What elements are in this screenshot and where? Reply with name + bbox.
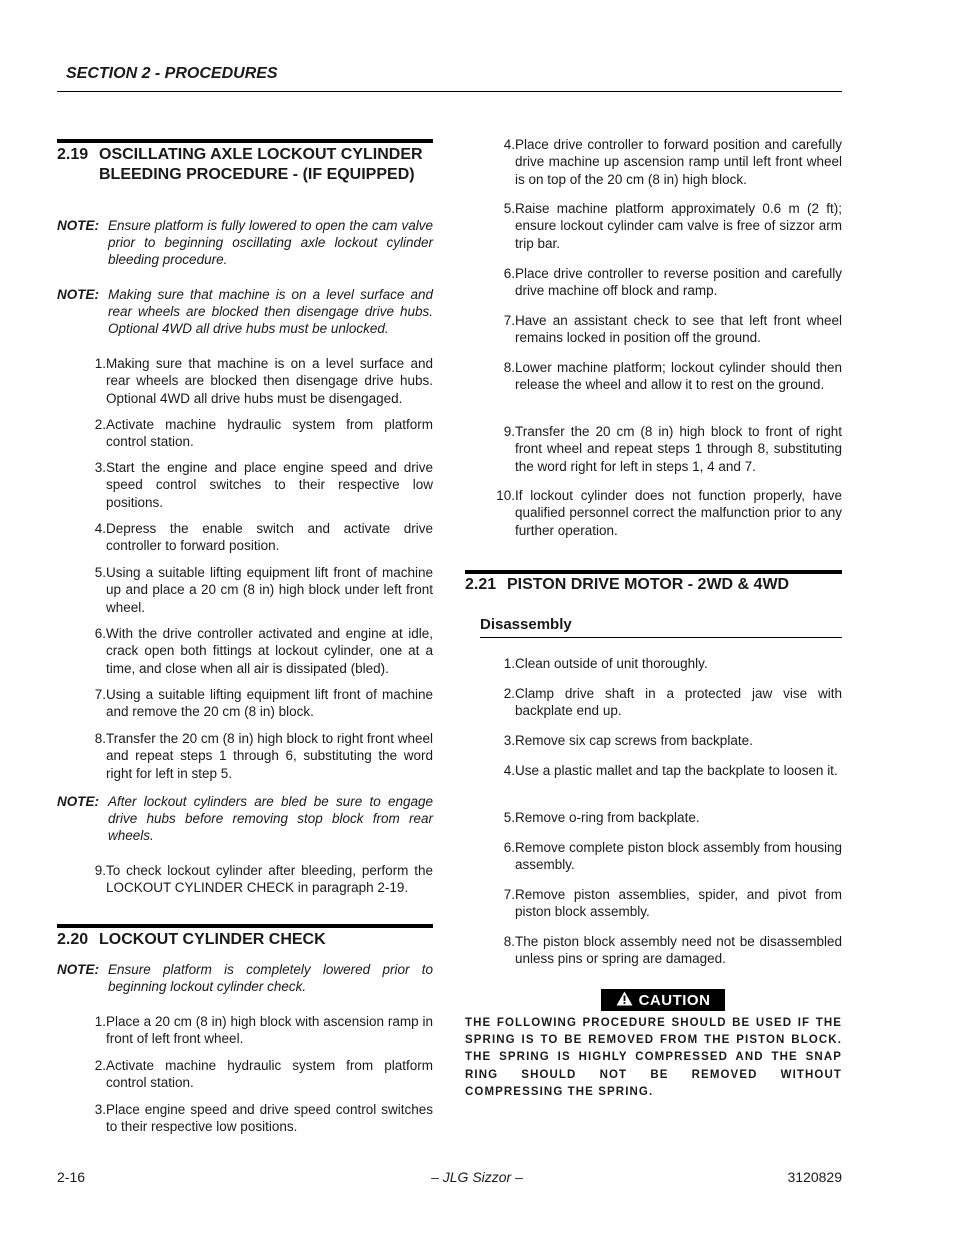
note-2 xyxy=(57,286,433,337)
note-text: Making sure that machine is on a level surface and rear wheels are blocked then disengage drive hubs. Optional 4WD all drive hubs must be unlocked. xyxy=(108,287,433,336)
step-text: If lockout cylinder does not function properly, have qualified personnel correct the malfunction prior to any further operation. xyxy=(515,488,842,538)
step-number: 7. xyxy=(503,313,515,328)
list-item xyxy=(465,200,842,252)
step-number: 2. xyxy=(94,417,106,432)
step-text: Remove piston assemblies, spider, and pivot from piston block assembly. xyxy=(515,887,842,920)
caution-label: CAUTION xyxy=(638,991,711,1009)
header-divider xyxy=(57,91,842,92)
note-label: NOTE: xyxy=(57,962,99,977)
step-text: To check lockout cylinder after bleeding, perform the LOCKOUT CYLINDER CHECK in paragraph 2-19. xyxy=(106,863,433,896)
step-number: 7. xyxy=(503,887,515,902)
section-2-19-heading xyxy=(57,145,433,185)
step-number: 9. xyxy=(94,863,106,878)
step-text: The piston block assembly need not be disassembled unless pins or spring are damaged. xyxy=(515,934,842,967)
caution-text: THE FOLLOWING PROCEDURE SHOULD BE USED IF THE SPRING IS TO BE REMOVED FROM THE PISTON BLOCK. THE SPRING IS HIGHLY COMPRESSED AND THE SNAP RING SHOULD NOT BE REMOVED WITHOUT COMPRESSING THE SPRING. xyxy=(465,1017,842,1098)
step-text: With the drive controller activated and engine at idle, crack open both fittings at lockout cylinder, one at a time, and close when all air is dissipated (bled). xyxy=(106,626,433,676)
subheading-divider xyxy=(480,637,842,638)
list-item xyxy=(465,312,842,347)
step-text: Transfer the 20 cm (8 in) high block to front of right front wheel and repeat steps 1 through 8, substituting the word right for left in steps 1, 4 and 7. xyxy=(515,424,842,474)
list-item xyxy=(57,416,433,451)
step-text: Activate machine hydraulic system from platform control station. xyxy=(106,1058,433,1091)
step-number: 6. xyxy=(503,840,515,855)
list-item xyxy=(465,809,842,826)
section-number: 2.20 xyxy=(57,931,89,948)
step-number: 3. xyxy=(94,1102,106,1117)
step-text: Remove o-ring from backplate. xyxy=(515,810,700,825)
caution-badge xyxy=(601,989,725,1011)
note-label: NOTE: xyxy=(57,794,99,809)
step-text: Transfer the 20 cm (8 in) high block to right front wheel and repeat steps 1 through 6, substituting the word right for left in step 5. xyxy=(106,731,433,781)
step-number: 8. xyxy=(503,360,515,375)
list-item xyxy=(465,359,842,394)
step-number: 1. xyxy=(94,356,106,371)
page-number: 2-16 xyxy=(57,1169,86,1185)
disassembly-subheading: Disassembly xyxy=(480,616,572,633)
step-number: 3. xyxy=(503,733,515,748)
note-label: NOTE: xyxy=(57,287,99,302)
step-text: Use a plastic mallet and tap the backplate to loosen it. xyxy=(515,763,838,778)
list-item xyxy=(57,862,433,897)
step-text: Using a suitable lifting equipment lift front of machine and remove the 20 cm (8 in) block. xyxy=(106,687,433,720)
note-text: Ensure platform is fully lowered to open the cam valve prior to beginning oscillating axle lockout cylinder bleeding procedure. xyxy=(108,218,433,267)
step-number: 6. xyxy=(503,266,515,281)
step-text: Clean outside of unit thoroughly. xyxy=(515,656,708,671)
note-text: After lockout cylinders are bled be sure to engage drive hubs before removing stop block from rear wheels. xyxy=(108,794,433,843)
list-item xyxy=(57,686,433,721)
list-item xyxy=(57,355,433,407)
list-item xyxy=(465,933,842,968)
list-item xyxy=(465,265,842,300)
note-text: Ensure platform is completely lowered prior to beginning lockout cylinder check. xyxy=(108,962,433,994)
section-title: PISTON DRIVE MOTOR - 2WD & 4WD xyxy=(507,576,790,593)
section-2-21-heading xyxy=(465,575,842,595)
step-text: Remove six cap screws from backplate. xyxy=(515,733,753,748)
list-item xyxy=(465,886,842,921)
step-number: 6. xyxy=(94,626,106,641)
list-item xyxy=(465,685,842,720)
list-item xyxy=(57,459,433,511)
list-item xyxy=(57,1013,433,1048)
step-number: 5. xyxy=(94,565,106,580)
list-item xyxy=(465,732,842,749)
document-number: 3120829 xyxy=(787,1169,842,1185)
list-item xyxy=(465,136,842,188)
note-1 xyxy=(57,217,433,268)
list-item xyxy=(57,730,433,782)
step-number: 10. xyxy=(496,488,515,503)
step-number: 2. xyxy=(94,1058,106,1073)
step-number: 4. xyxy=(503,137,515,152)
step-number: 1. xyxy=(94,1014,106,1029)
step-text: Place a 20 cm (8 in) high block with ascension ramp in front of left front wheel. xyxy=(106,1014,433,1047)
list-item xyxy=(465,423,842,475)
step-text: Using a suitable lifting equipment lift front of machine up and place a 20 cm (8 in) high block under left front wheel. xyxy=(106,565,433,615)
list-item xyxy=(57,1057,433,1092)
step-number: 3. xyxy=(94,460,106,475)
step-number: 5. xyxy=(503,810,515,825)
step-text: Lower machine platform; lockout cylinder should then release the wheel and allow it to rest on the ground. xyxy=(515,360,842,393)
footer-title: – JLG Sizzor – xyxy=(431,1169,523,1185)
section-2-20-heading xyxy=(57,930,433,950)
step-text: Start the engine and place engine speed and drive speed control switches to their respective low positions. xyxy=(106,460,433,510)
step-text: Place drive controller to forward position and carefully drive machine up ascension ramp until left front wheel is on top of the 20 cm (8 in) high block. xyxy=(515,137,842,187)
list-item xyxy=(465,762,842,779)
section-header-title: SECTION 2 - PROCEDURES xyxy=(66,65,278,82)
step-number: 5. xyxy=(503,201,515,216)
list-item xyxy=(465,487,842,539)
list-item xyxy=(465,839,842,874)
step-number: 4. xyxy=(503,763,515,778)
step-number: 4. xyxy=(94,521,106,536)
section-2-20-rule xyxy=(57,924,433,928)
section-number: 2.21 xyxy=(465,576,497,593)
section-2-21-rule xyxy=(465,570,842,574)
step-number: 8. xyxy=(94,731,106,746)
section-number: 2.19 xyxy=(57,146,89,163)
note-4 xyxy=(57,961,433,995)
list-item xyxy=(57,625,433,677)
step-number: 7. xyxy=(94,687,106,702)
step-text: Place drive controller to reverse position and carefully drive machine off block and ramp. xyxy=(515,266,842,299)
step-number: 2. xyxy=(503,686,515,701)
list-item xyxy=(465,655,842,672)
step-text: Making sure that machine is on a level surface and rear wheels are blocked then disengage drive hubs. Optional 4WD all drive hubs must be disengaged. xyxy=(106,356,433,406)
step-number: 8. xyxy=(503,934,515,949)
list-item xyxy=(57,1101,433,1136)
step-text: Raise machine platform approximately 0.6 m (2 ft); ensure lockout cylinder cam valve is free of sizzor arm trip bar. xyxy=(515,201,842,251)
list-item xyxy=(57,520,433,555)
step-text: Activate machine hydraulic system from platform control station. xyxy=(106,417,433,450)
step-text: Clamp drive shaft in a protected jaw vise with backplate end up. xyxy=(515,686,842,719)
section-2-19-rule xyxy=(57,139,433,143)
step-text: Have an assistant check to see that left front wheel remains locked in position off the ground. xyxy=(515,313,842,346)
list-item xyxy=(57,564,433,616)
step-number: 9. xyxy=(503,424,515,439)
section-title: LOCKOUT CYLINDER CHECK xyxy=(99,931,326,948)
section-title: OSCILLATING AXLE LOCKOUT CYLINDER BLEEDING PROCEDURE - (IF EQUIPPED) xyxy=(99,146,423,183)
warning-triangle-icon xyxy=(616,991,633,1010)
step-text: Place engine speed and drive speed control switches to their respective low positions. xyxy=(106,1102,433,1135)
step-text: Remove complete piston block assembly from housing assembly. xyxy=(515,840,842,873)
note-3 xyxy=(57,793,433,844)
note-label: NOTE: xyxy=(57,218,99,233)
step-number: 1. xyxy=(503,656,515,671)
step-text: Depress the enable switch and activate drive controller to forward position. xyxy=(106,521,433,554)
